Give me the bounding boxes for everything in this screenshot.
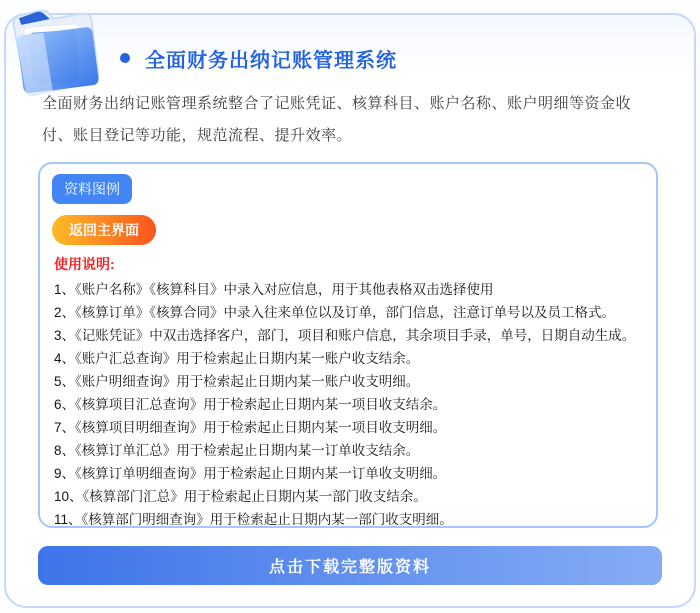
back-to-main-button[interactable]: 返回主界面 <box>52 215 156 245</box>
intro-text: 全面财务出纳记账管理系统整合了记账凭证、核算科目、账户名称、账户明细等资金收付、账目登记等功能，规范流程、提升效率。 <box>42 95 632 144</box>
instruction-item: 7、《核算项目明细查询》用于检索起止日期内某一项目收支明细。 <box>54 420 447 435</box>
instruction-item: 3、《记账凭证》中双击选择客户，部门，项目和账户信息，其余项目手录，单号，日期自动生成。 <box>54 328 636 343</box>
instruction-item: 5、《账户明细查询》用于检索起止日期内某一账户收支明细。 <box>54 374 420 389</box>
instruction-list <box>54 278 656 531</box>
bullet-dot-icon <box>120 53 130 63</box>
instruction-item: 6、《核算项目汇总查询》用于检索起止日期内某一项目收支结余。 <box>54 397 447 412</box>
instruction-item: 4、《账户汇总查询》用于检索起止日期内某一账户收支结余。 <box>54 351 420 366</box>
instruction-item: 10、《核算部门汇总》用于检索起止日期内某一部门收支结余。 <box>54 489 427 504</box>
legend-badge[interactable]: 资料图例 <box>52 174 132 204</box>
folder-icon <box>2 2 108 99</box>
download-button[interactable]: 点击下载完整版资料 <box>38 546 662 585</box>
instruction-item: 1、《账户名称》《核算科目》中录入对应信息，用于其他表格双击选择使用 <box>54 282 494 297</box>
instruction-item: 9、《核算订单明细查询》用于检索起止日期内某一订单收支明细。 <box>54 466 447 481</box>
instruction-item: 2、《核算订单》《核算合同》中录入往来单位以及订单，部门信息，注意订单号以及员工格式。 <box>54 305 616 320</box>
instruction-item: 8、《核算订单汇总》用于检索起止日期内某一订单收支结余。 <box>54 443 420 458</box>
instructions-panel <box>38 162 658 528</box>
page-title: 全面财务出纳记账管理系统 <box>145 49 397 72</box>
instruction-item: 11、《核算部门明细查询》用于检索起止日期内某一部门收支明细。 <box>54 512 453 527</box>
usage-title: 使用说明: <box>54 256 115 272</box>
title-row <box>120 45 397 71</box>
